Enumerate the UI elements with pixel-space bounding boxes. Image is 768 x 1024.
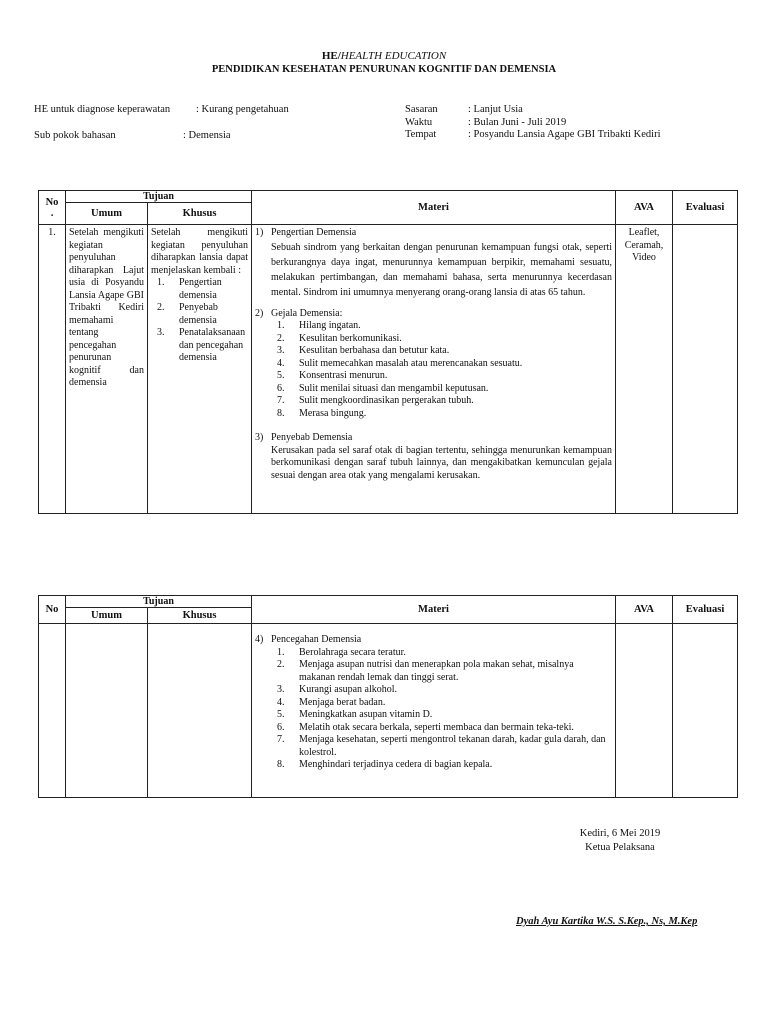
list-item: 7. Menjaga kesehatan, seperti mengontrol tekanan darah, kadar gula darah, dan kolestrol. bbox=[277, 734, 606, 758]
khusus-intro: Setelah mengikuti kegiatan penyuluhan diharapkan lansia dapat menjelaskan kembali : bbox=[151, 227, 248, 276]
evaluasi-cell bbox=[673, 225, 738, 514]
ava-cell: Leaflet, Ceramah, Video bbox=[616, 225, 673, 514]
list-item: 6. Sulit menilai situasi dan mengambil keputusan. bbox=[277, 382, 489, 394]
col-ava-header: AVA bbox=[616, 191, 673, 225]
section-title: Gejala Demensia: bbox=[271, 307, 343, 319]
time-value: : Bulan Juni - Juli 2019 bbox=[468, 117, 567, 128]
target-value: : Lanjut Usia bbox=[468, 104, 523, 115]
section-title: Pengertian Demensia bbox=[271, 227, 357, 238]
materi-section-4: 4) Pencegahan Demensia 1. Berolahraga secara teratur. 2. Menjaga asupan nutrisi dan menerapkan pola makan sehat, misalnya makanan rendah lemak dan tinggi serat. 3. Kurangi asupan alkohol. 4. Menjaga berat badan. 5. Meningkatkan asupan vitamin D. 6. Melatih otak secara berkala, seperti membaca dan bermain teka-teki. 7. Menjaga kesehatan, seperti mengontrol tekanan darah, kadar gula darah, dan kolestrol. 8. Menghindari terjadinya cedera di bagian kepala. bbox=[255, 634, 612, 772]
subtopic-label: Sub pokok bahasan bbox=[34, 130, 116, 141]
list-item: 4. Menjaga berat badan. bbox=[277, 696, 386, 708]
list-item: 1. Berolahraga secara teratur. bbox=[277, 646, 406, 658]
col-evaluasi-header: Evaluasi bbox=[673, 191, 738, 225]
lesson-plan-table-1 bbox=[38, 190, 738, 514]
materi-cell bbox=[252, 225, 616, 514]
document-subtitle: PENDIDIKAN KESEHATAN PENURUNAN KOGNITIF DAN DEMENSIA bbox=[211, 64, 557, 75]
col-no-header: No bbox=[39, 596, 66, 624]
signature-place-date: Kediri, 6 Mei 2019 bbox=[579, 828, 661, 839]
list-item: 8. Menghindari terjadinya cedera di bagian kepala. bbox=[277, 759, 493, 770]
materi-cell bbox=[252, 624, 616, 798]
list-item: 5. Konsentrasi menurun. bbox=[277, 370, 388, 381]
list-item: 3. Kesulitan berbahasa dan betutur kata. bbox=[277, 345, 450, 356]
list-item: 2. Menjaga asupan nutrisi dan menerapkan pola makan sehat, misalnya makanan rendah lemak dan tinggi serat. bbox=[277, 659, 574, 683]
prevention-list bbox=[271, 647, 612, 772]
list-item: 2. Kesulitan berkomunikasi. bbox=[277, 332, 402, 344]
row-number bbox=[39, 624, 66, 798]
list-item: 5. Meningkatkan asupan vitamin D. bbox=[277, 709, 433, 720]
col-materi-header: Materi bbox=[252, 596, 616, 624]
materi-section-3: 3) Penyebab Demensia Kerusakan pada sel saraf otak di bagian tertentu, sehingga menurunkan kemampuan berkomunikasi dengan saraf tubuh lainnya, dan mengakibatkan kemunculan gejala sesuai dengan area otak yang mengalami kerusakan. bbox=[255, 432, 612, 481]
row-number: 1. bbox=[39, 225, 66, 514]
ava-cell bbox=[616, 624, 673, 798]
diagnosis-label: HE untuk diagnose keperawatan bbox=[34, 104, 171, 115]
materi-section-1: 1) Pengertian Demensia Sebuah sindrom yang berkaitan dengan penurunan kemampuan fungsi otak, seperti berkurangnya daya ingat, menurunnya kemampuan berpikir, memahami sesuatu, melakukan pertimbangan, dan memahami bahasa, serta menurunnya kecerdasan mental. Sindrom ini umumnya menyerang orang-orang lansia di atas 65 tahun. bbox=[255, 227, 612, 298]
col-tujuan-header: Tujuan bbox=[66, 191, 252, 203]
khusus-list bbox=[151, 277, 248, 365]
col-khusus-header: Khusus bbox=[148, 203, 252, 225]
signature-role: Ketua Pelaksana bbox=[585, 842, 655, 853]
col-khusus-header: Khusus bbox=[148, 608, 252, 624]
signer-name: Dyah Ayu Kartika W.S. S.Kep., Ns, M.Kep bbox=[516, 916, 698, 927]
col-materi-header: Materi bbox=[252, 191, 616, 225]
col-umum-header: Umum bbox=[66, 203, 148, 225]
target-label: Sasaran bbox=[405, 104, 438, 115]
list-item: 6. Melatih otak secara berkala, seperti membaca dan bermain teka-teki. bbox=[277, 721, 574, 733]
lesson-plan-table-2 bbox=[38, 595, 738, 798]
section-title: Pencegahan Demensia bbox=[271, 634, 362, 645]
diagnosis-value: : Kurang pengetahuan bbox=[196, 104, 289, 115]
khusus-item: 1. Pengertian demensia bbox=[157, 277, 222, 301]
section-paragraph: Sebuah sindrom yang berkaitan dengan penurunan kemampuan fungsi otak, seperti berkurangnya daya ingat, menurunnya kemampuan berpikir, memahami sesuatu, melakukan pertimbangan, dan memahami bahasa, serta menurunnya kecerdasan mental. Sindrom ini umumnya menyerang orang-orang lansia di atas 65 tahun. bbox=[271, 241, 612, 298]
list-item: 8. Merasa bingung. bbox=[277, 407, 367, 419]
document-title: HE/HEALTH EDUCATION bbox=[321, 50, 447, 62]
place-label: Tempat bbox=[405, 129, 437, 140]
place-value: : Posyandu Lansia Agape GBI Tribakti Kediri bbox=[468, 129, 661, 140]
list-item: 3. Kurangi asupan alkohol. bbox=[277, 684, 398, 695]
list-item: 7. Sulit mengkoordinasikan pergerakan tubuh. bbox=[277, 395, 474, 406]
khusus-item: 2. Penyebab demensia bbox=[157, 302, 218, 326]
materi-section-2: 2) Gejala Demensia: 1. Hilang ingatan. 2. Kesulitan berkomunikasi. 3. Kesulitan berbahasa dan betutur kata. 4. Sulit memecahkan masalah atau merencanakan sesuatu. 5. Konsentrasi menurun. 6. Sulit menilai situasi dan mengambil keputusan. 7. Sulit mengkoordinasikan pergerakan tubuh. 8. Merasa bingung. bbox=[255, 308, 612, 421]
umum-objective bbox=[66, 624, 148, 798]
time-label: Waktu bbox=[405, 117, 433, 128]
col-no-header: No . bbox=[39, 191, 66, 225]
khusus-item: 3. Penatalaksanaan dan pencegahan demensia bbox=[157, 327, 246, 363]
list-item: 1. Hilang ingatan. bbox=[277, 320, 361, 331]
col-umum-header: Umum bbox=[66, 608, 148, 624]
khusus-objectives bbox=[148, 624, 252, 798]
subtopic-value: : Demensia bbox=[183, 130, 231, 141]
section-paragraph: Kerusakan pada sel saraf otak di bagian tertentu, sehingga menurunkan kemampuan berkomunikasi dengan saraf tubuh lainnya, dan mengakibatkan kemunculan gejala sesuai dengan area otak yang mengalami kerusakan. bbox=[271, 444, 612, 481]
col-evaluasi-header: Evaluasi bbox=[673, 596, 738, 624]
evaluasi-cell bbox=[673, 624, 738, 798]
section-title: Penyebab Demensia bbox=[271, 432, 353, 443]
col-tujuan-header: Tujuan bbox=[66, 596, 252, 608]
symptom-list bbox=[271, 320, 612, 420]
list-item: 4. Sulit memecahkan masalah atau merencanakan sesuatu. bbox=[277, 357, 523, 369]
col-ava-header: AVA bbox=[616, 596, 673, 624]
umum-objective: Setelah mengikuti kegiatan penyuluhan diharapkan Lajut usia di Posyandu Lansia Agape GBI Tribakti Kediri memahami tentang pencegahan penurunan kognitif dan demensia bbox=[66, 225, 148, 514]
khusus-objectives bbox=[148, 225, 252, 514]
